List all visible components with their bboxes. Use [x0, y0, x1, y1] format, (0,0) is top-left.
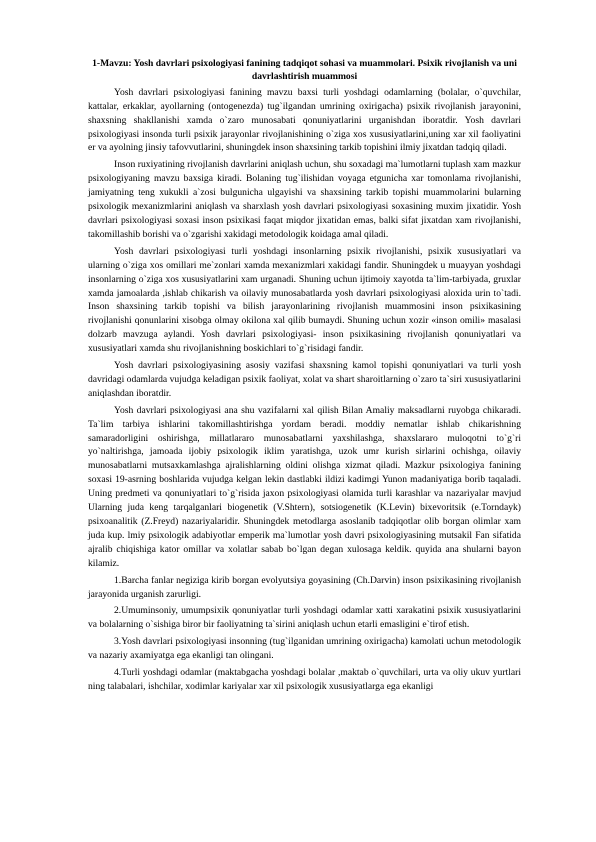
- paragraph-main-task: Yosh davrlari psixologiyasining asosiy vazifasi shaxsning kamol topishi qonuniyatlari va turli yosh davridagi odamlarda vujudga keladigan psixik faoliyat, xolat va shart sharoitlarning o`zaro ta`siri xususiyatlarini aniqlashdan iboratdir.: [88, 360, 521, 399]
- paragraph-practical-goals: Yosh davrlari psixologiyasi ana shu vazifalarni xal qilish Bilan Amaliy maksadlarni ruyobga chikaradi. Ta`lim tarbiya ishlarini takomillashtirishga yordam beradi. moddiy nematlar ishlab chikarishning samaradorligini oshirishga, millatlararo munosabatlarni yaxshilashga, shaxslararo muloqotni to`g`ri yo`naltirishga, jamoada ijobiy psixologik iklim yaratishga, uzok umr kurish sirlarini ochishga, oilaviy munosabatlarni mutsaxkamlashga ajralishlarning oldini olishga xizmat qiladi. Mazkur psixologiya fanining soxasi 19-asrning boshlarida vujudga kelgan lekin dastlabki ildizi kadimgi Yunon madaniyatiga borib taqaladi. Uning predmeti va qonuniyatlari to`g`risida jaxon psixologiyasi olamida turli karashlar va nazariyalar mavjud Ularning juda keng tarqalganlari biogenetik (V.Shtern), sotsiogenetik (K.Levin) bixevoritsik (e.Torndayk) psixoanalitik (Z.Freyd) nazariyalaridir. Shuningdek metodlarga asoslanib tadqiqotlar olib borgan olimlar xam juda kup. lmiy psixologik adabiyotlar emperik ma`lumotlar yosh davri psixologiyasining mutsakil Fan sifatida ajralib chiqishiga kator omillar va xolatlar sabab bo`lgan degan xulosaga keldik. quyida ana shularni bayon kilamiz.: [88, 404, 521, 569]
- document-title: 1-Mavzu: Yosh davrlari psixologiyasi fanining tadqiqot sohasi va muammolari. Psixik rivojlanish va uni davrlashtirish muammosi: [92, 58, 517, 83]
- list-item-2: 2.Umuminsoniy, umumpsixik qonuniyatlar turli yoshdagi odamlar xatti xarakatini psixik xususiyatlarini va bolalarning o`sishiga biror bir faoliyatning ta`sirini aniqlash uchun etarli emasligini e`tirof etish.: [88, 605, 521, 631]
- paragraph-periods: Inson ruxiyatining rivojlanish davrlarini aniqlash uchun, shu soxadagi ma`lumotlarni tuplash xam mazkur psixologiyaning mavzu baxsiga kiradi. Bolaning tug`ilishidan voyaga etgunicha xar tomonlama rivojlanishi, jamiyatning teng xukukli a`zosi bulgunicha ulgayishi va shaxsining tarkib topishi muammolarini bularning psixologik mexanizmlarini aniqlash va sharxlash yosh davrlari psixologiyasi soxasining muxim jixatidir. Yosh davrlari psixologiyasi soxasi inson psixikasi faqat miqdor jixatidan emas, balki sifat jixatdan xam rivojlanishi, takomillashib borishi va o`zgarishi xakidagi metodologik koidaga amal qiladi.: [88, 159, 521, 240]
- paragraph-definition: Yosh davrlari psixologiyasi turli yoshdagi insonlarning psixik rivojlanishi, psixik xususiyatlari va ularning o`ziga xos omillari me`zonlari xamda mexanizmlari xakidagi fandir. Shuningdek u muayyan yoshdagi insonlarning o`ziga xos xususiyatlarini xam urganadi. Shuning uchun ijtimoiy xayotda ta`lim-tarbiyada, gruxlar xamda jamoalarda ,ishlab chikarish va oilaviy munosabatlarda yosh davrlari psixologiyasi aloxida urin to`tadi. Inson shaxsining tarkib topishi va bilish jarayonlarining rivojlanish muammosini inson psixikasining rivojlanishi qonunlarini xisobga olmay okilona xal qilib bumaydi. Shuning uchun xozir «inson omili» masalasi dolzarb mavzuga aylandi. Yosh davrlari psixologiyasi- inson psixikasining rivojlanish qonuniyatlari va xususiyatlari xamda shu rivojlanishning boskichlari to`g`risidagi fandir.: [88, 245, 521, 355]
- paragraph-subject: Yosh davrlari psixologiyasi fanining mavzu baxsi turli yoshdagi odamlarning (bolalar, o`quvchilar, kattalar, erkaklar, ayollarning (ontogenezda) tug`ilgandan umrining oxirigacha) psixik rivojlanish jarayonini, shaxsning shakllanishi xamda o`zaro munosabati qonuniyatlarini urganishdan iboratdir. Yosh davrlari psixologiyasi insonda turli psixik jarayonlar rivojlanishining o`ziga xos xususiyatlarini,uning xar xil faoliyatini er va ayolning jinsiy tafovvutlarini, shuningdek inson shaxsining tarkib topishini ilmiy jixatdan tadqiq qiladi.: [88, 86, 521, 154]
- list-item-4: 4.Turli yoshdagi odamlar (maktabgacha yoshdagi bolalar ,maktab o`quvchilari, urta va oliy ukuv yurtlari ning talabalari, ishchilar, xodimlar kariyalar xar xil psixologik xususiyatlarga ega ekanligi: [88, 667, 521, 692]
- document-page: [88, 57, 521, 697]
- list-item-3: 3.Yosh davrlari psixologiyasi insonning (tug`ilganidan umrining oxirigacha) kamolati uchun metodologik va nazariy axamiyatga ega ekanligi tan olingani.: [88, 636, 521, 662]
- list-item-1: 1.Barcha fanlar negiziga kirib borgan evolyutsiya goyasining (Ch.Darvin) inson psixikasining rivojlanish jarayonida urganish zarurligi.: [88, 574, 521, 600]
